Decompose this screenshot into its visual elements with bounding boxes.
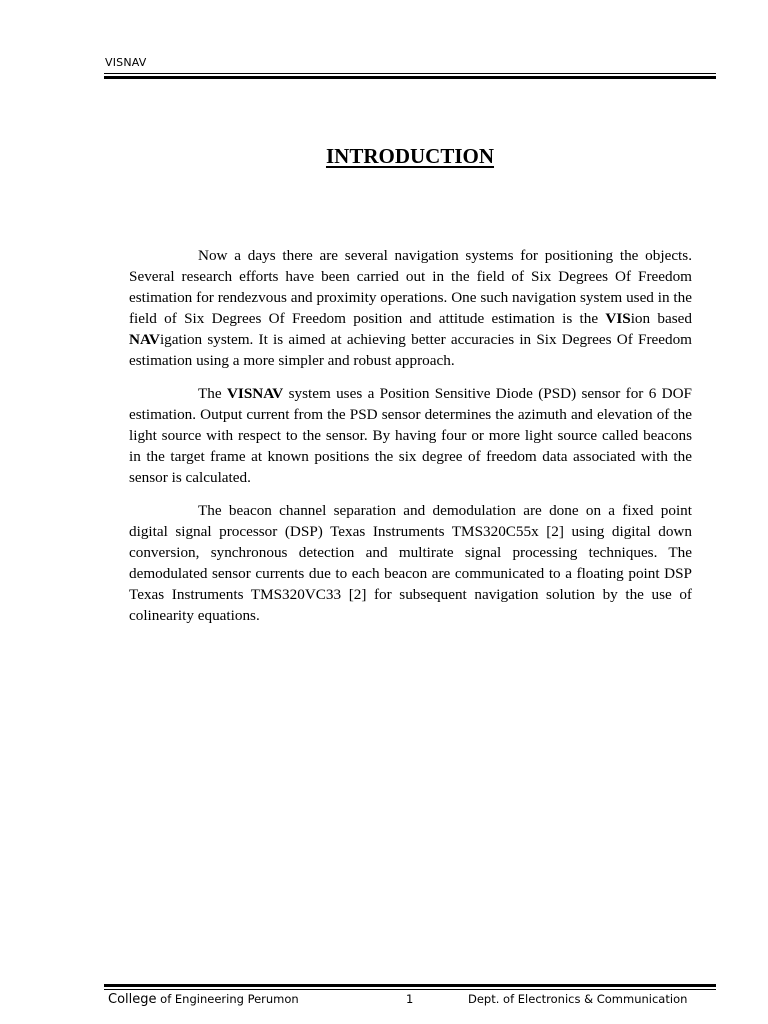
paragraph-2 xyxy=(129,383,692,488)
paragraph-2-text-2: system uses a Position Sensitive Diode (PSD) sensor for 6 DOF estimation. Output current from the PSD sensor determines the azimuth and elevation of the light source with respect to the sensor. By having four or more light source called beacons in the target frame at known positions the six degree of freedom data associated with the sensor is calculated. xyxy=(129,385,692,486)
section-heading: INTRODUCTION xyxy=(325,144,495,168)
header-rule-thin xyxy=(104,73,716,74)
paragraph-1-text-3: igation system. It is aimed at achieving better accuracies in Six Degrees Of Freedom estimation using a more simpler and robust approach. xyxy=(129,331,692,369)
footer-college-rest: of Engineering Perumon xyxy=(156,992,299,1006)
page-number: 1 xyxy=(406,992,414,1006)
footer-college-word: College xyxy=(108,992,157,1007)
paragraph-3-text: The beacon channel separation and demodulation are done on a fixed point digital signal processor (DSP) Texas Instruments TMS320C55x [2] using digital down conversion, synchronous detection and multirate signal processing techniques. The demodulated sensor currents due to each beacon are communicated to a floating point DSP Texas Instruments TMS320VC33 [2] for subsequent navigation solution by the use of colinearity equations. xyxy=(129,502,692,624)
body-text xyxy=(129,245,692,638)
running-header: VISNAV xyxy=(105,56,147,69)
paragraph-1-text-2: ion based xyxy=(630,310,692,327)
bold-vis: VIS xyxy=(605,310,631,327)
paragraph-2-text: The xyxy=(198,385,227,402)
paragraph-3 xyxy=(129,500,692,626)
header-rule-thick xyxy=(104,76,716,79)
bold-nav: NAV xyxy=(129,331,160,348)
paragraph-1 xyxy=(129,245,692,371)
footer-rule-thick xyxy=(104,984,716,987)
footer-college xyxy=(108,992,299,1007)
footer-department: Dept. of Electronics & Communication xyxy=(468,992,688,1006)
paragraph-1-text: Now a days there are several navigation systems for positioning the objects. Several research efforts have been carried out in the field of Six Degrees Of Freedom estimation for rendezvous and proximity operations. One such navigation system used in the field of Six Degrees Of Freedom position and attitude estimation is the xyxy=(129,247,692,327)
footer-rule-thin xyxy=(104,989,716,990)
bold-visnav: VISNAV xyxy=(226,385,284,402)
